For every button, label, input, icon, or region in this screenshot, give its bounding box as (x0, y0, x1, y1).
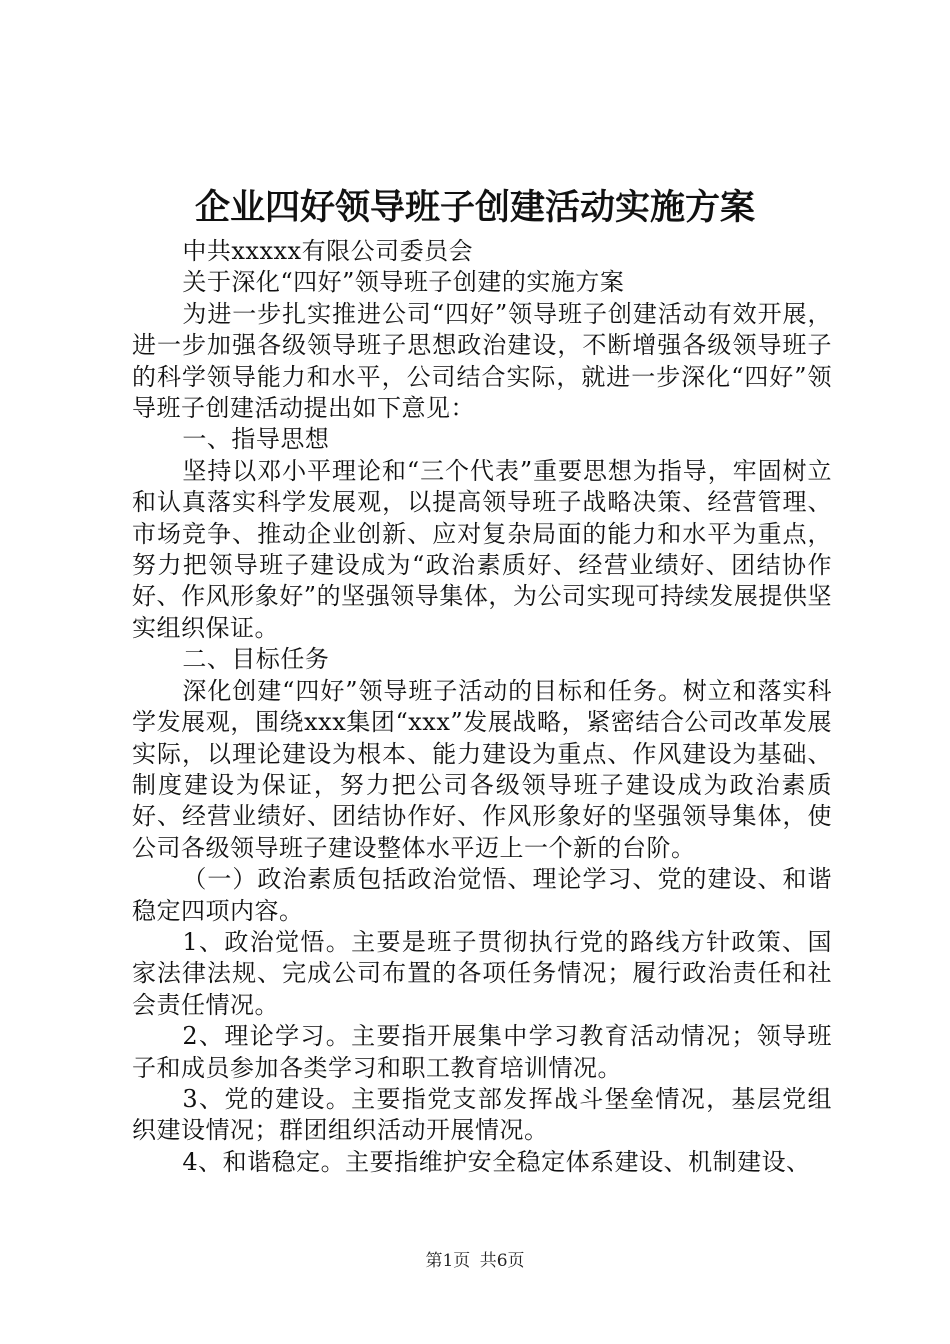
subsection-political-quality: （一）政治素质包括政治觉悟、理论学习、党的建设、和谐稳定四项内容。 (132, 865, 832, 925)
item-party-building: 3、党的建设。主要指党支部发挥战斗堡垒情况，基层党组织建设情况；群团组织活动开展情况。 (132, 1084, 832, 1145)
document-title: 企业四好领导班子创建活动实施方案 (194, 187, 755, 228)
goals-paragraph: 深化创建“四好”领导班子活动的目标和任务。树立和落实科学发展观，围绕xxx集团“xxx”发展战略，紧密结合公司改革发展实际，以理论建设为根本、能力建设为重点、作风建设为基础、制度建设为保证，努力把公司各级领导班子建设成为政治素质好、经营业绩好、团结协作好、作风形象好的坚强领导集体，使公司各级领导班子建设整体水平迈上一个新的台阶。 (132, 676, 832, 862)
guiding-ideology-paragraph: 坚持以邓小平理论和“三个代表”重要思想为指导，牢固树立和认真落实科学发展观，以提高领导班子战略决策、经营管理、市场竞争、推动企业创新、应对复杂局面的能力和水平为重点，努力把领导班子建设成为“政治素质好、经营业绩好、团结协作好、作风形象好”的坚强领导集体，为公司实现可持续发展提供坚实组织保证。 (132, 456, 832, 642)
section-heading-goals: 二、目标任务 (182, 645, 330, 674)
issuer-line: 中共xxxxx有限公司委员会 (182, 237, 474, 265)
page-footer (0, 1250, 950, 1272)
document-body (132, 236, 832, 1178)
subtitle-line: 关于深化“四好”领导班子创建的实施方案 (182, 268, 625, 297)
item-theory-study: 2、理论学习。主要指开展集中学习教育活动情况；领导班子和成员参加各类学习和职工教育培训情况。 (132, 1022, 832, 1082)
page-total: 共6页 (479, 1251, 525, 1271)
section-heading-guiding-ideology: 一、指导思想 (182, 425, 330, 454)
item-harmony-stability: 4、和谐稳定。主要指维护安全稳定体系建设、机制建设、 (182, 1147, 811, 1176)
page-number: 第1页 (425, 1251, 471, 1271)
item-political-awareness: 1、政治觉悟。主要是班子贯彻执行党的路线方针政策、国家法律法规、完成公司布置的各项任务情况；履行政治责任和社会责任情况。 (132, 927, 832, 1019)
intro-paragraph: 为进一步扎实推进公司“四好”领导班子创建活动有效开展，进一步加强各级领导班子思想政治建设，不断增强各级领导班子的科学领导能力和水平，公司结合实际，就进一步深化“四好”领导班子创建活动提出如下意见： (132, 299, 832, 423)
